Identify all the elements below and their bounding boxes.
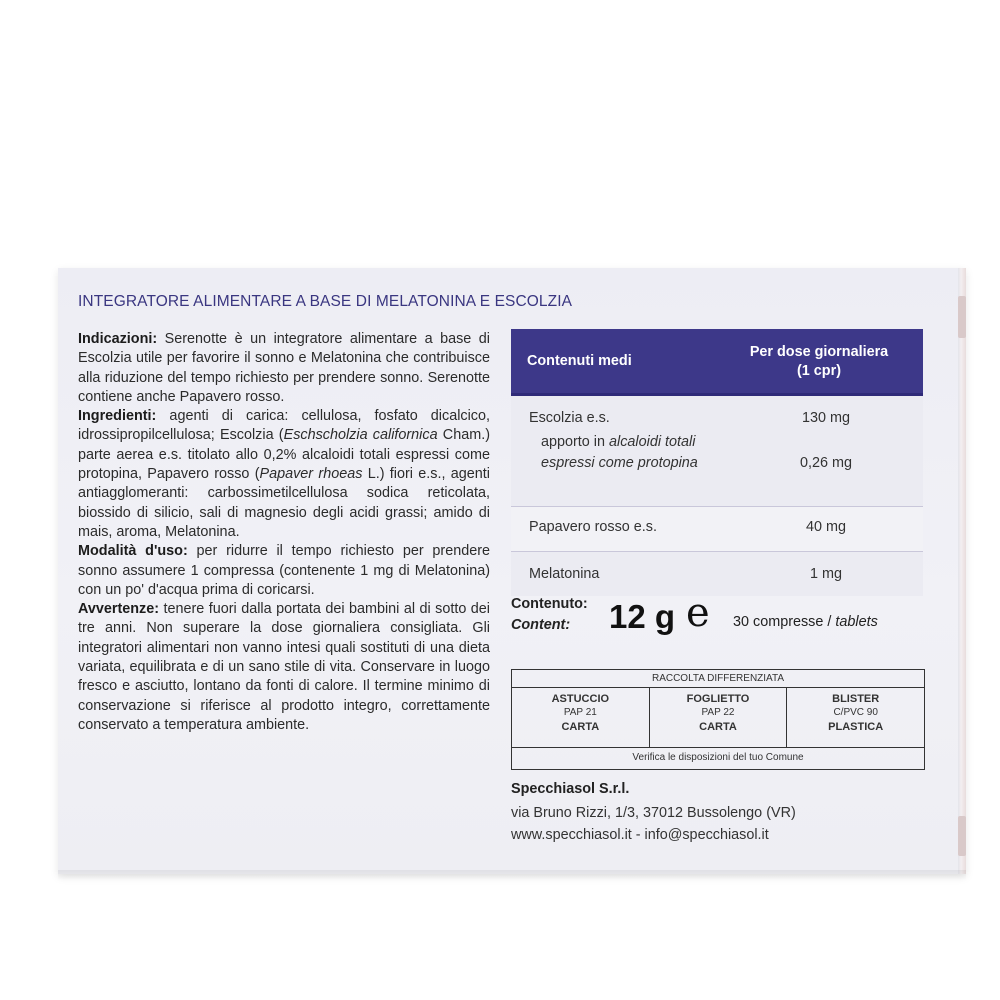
sub-italic-2: espressi come protopina [541,455,698,471]
row-value: 1 mg [810,566,842,582]
recycling-item-material: CARTA [699,721,737,733]
tablet-count-en: tablets [835,614,878,630]
modalita-label: Modalità d'uso: [78,543,188,560]
recycling-item-code: PAP 21 [563,707,597,718]
modalita-text: per ridurre il tempo richiesto per prendere sonno assumere 1 compressa (contenente 1 mg di Melatonina) con un po' d'acqua prima di coricarsi. [78,543,491,598]
avvertenze-paragraph [78,600,490,735]
ingredienti-label: Ingredienti: [78,408,157,425]
recycling-item [649,688,787,747]
table-row [511,507,923,552]
package-shadow [58,870,966,880]
indicazioni-text: Serenotte è un integratore alimentare a base di Escolzia utile per favorire il sonno e Melatonina che contribuisce alla riduzione del tempo richiesto per prendere sonno. Serenotte contiene anche Papavero rosso. [78,331,490,405]
header-daily-dose-line1: Per dose giornaliera [749,344,889,360]
sub-italic-1: alcaloidi totali [609,434,696,450]
recycling-item-name: ASTUCCIO [551,693,610,705]
row-name: Papavero rosso e.s. [529,519,657,535]
table-row [511,396,923,507]
content-label-it: Contenuto: [511,596,588,612]
ingredienti-text-3: L.) fiori e.s., agenti antiagglomeranti: carbossimetilcellulosa sodica reticolata, biossido di silicio, sali di magnesio degli acidi grassi; amido di mais, aroma, Melatonina. [78,466,490,540]
row-sub-value: 0,26 mg [800,455,852,471]
company-name: Specchiasol S.r.l. [511,781,630,797]
recycling-columns [512,688,924,748]
content-label-en: Content: [511,617,571,633]
product-description [78,330,490,735]
ingredienti-latin-1: Eschscholzia californica [283,427,438,444]
edge-tab-bottom [958,816,966,856]
recycling-item-code: PAP 22 [701,707,735,718]
content-label [511,594,588,636]
row-name: Escolzia e.s. [529,410,610,426]
edge-tab-top [958,296,966,338]
avvertenze-label: Avvertenze: [78,601,160,618]
row-value: 130 mg [802,410,850,426]
package-side-edge [958,268,966,874]
recycling-box [511,669,925,770]
ingredienti-text-2: Cham.) parte aerea e.s. titolato allo 0,2% alcaloidi totali espressi come protopina, Papavero rosso ( [78,427,490,483]
net-quantity: 12 g [609,598,676,635]
row-name: Melatonina [529,566,600,582]
recycling-item-name: BLISTER [832,693,880,705]
company-address: via Bruno Rizzi, 1/3, 37012 Bussolengo (VR) [511,805,796,821]
product-heading: INTEGRATORE ALIMENTARE A BASE DI MELATONINA E ESCOLZIA [78,293,573,310]
sub-prefix: apporto in [541,434,610,450]
recycling-item-code: C/PVC 90 [833,707,878,718]
row-sub-line1 [541,434,695,450]
nutrition-table-header [511,329,923,396]
tablet-count [733,614,878,630]
recycling-item-material: CARTA [561,721,600,733]
modalita-paragraph [78,542,490,600]
avvertenze-text: tenere fuori dalla portata dei bambini al di sotto dei tre anni. Non superare la dose giornaliera consigliata. Gli integratori alimentari non vanno intesi quali sostituti di una dieta variata, equilibrata e di un sano stile di vita. Conservare in luogo fresco e asciutto, lontano da fonti di calore. Il termine minimo di conservazione si riferisce al prodotto integro, correttamente conservato a temperatura ambiente. [78,601,490,733]
header-daily-dose [721,343,917,381]
recycling-note: Verifica le disposizioni del tuo Comune [632,752,804,763]
table-row [511,552,923,596]
header-daily-dose-line2: (1 cpr) [797,363,841,379]
indicazioni-label: Indicazioni: [78,331,158,347]
ingredienti-text-1: agenti di carica: cellulosa, fosfato dicalcico, idrossipropilcellulosa; Escolzia ( [78,408,490,444]
ingredienti-paragraph [78,407,490,542]
indicazioni-paragraph [78,330,490,407]
recycling-item [786,688,924,747]
row-value: 40 mg [806,519,846,535]
estimated-sign-icon: e [686,590,710,636]
recycling-item-name: FOGLIETTO [686,693,750,705]
nutrition-table [511,329,923,596]
recycling-title: RACCOLTA DIFFERENZIATA [512,670,924,688]
recycling-item [512,688,649,747]
tablet-count-it: 30 compresse / [733,614,836,630]
ingredienti-latin-2: Papaver rhoeas [259,466,363,483]
company-contacts: www.specchiasol.it - info@specchiasol.it [511,827,769,843]
company-info [511,778,796,846]
header-contents: Contenuti medi [527,353,632,369]
recycling-item-material: PLASTICA [828,721,884,733]
